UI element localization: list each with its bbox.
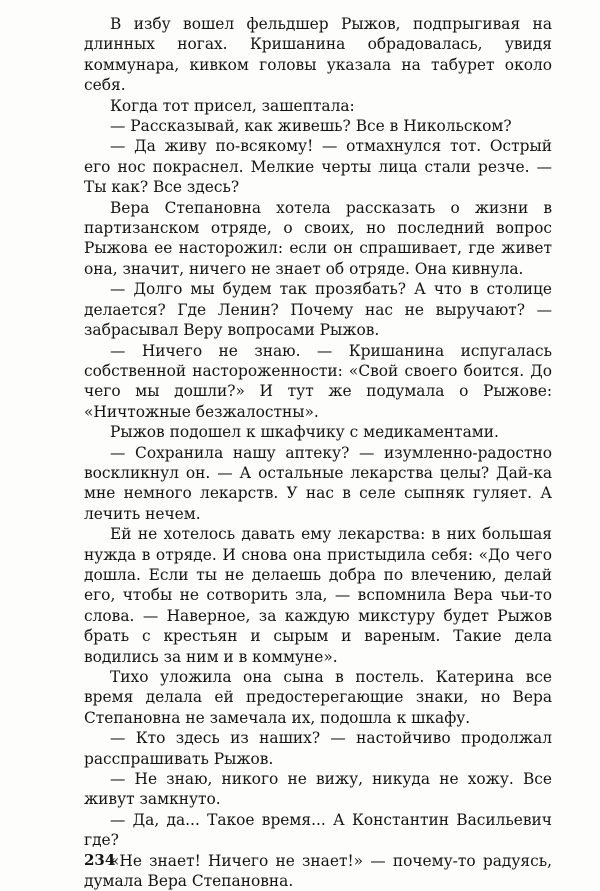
- paragraph: Тихо уложила она сына в постель. Катерина все время делала ей предостерегающие знаки, но Вера Степановна не замечала их, подошла к шкафу.: [84, 668, 552, 727]
- paragraph: Ей не хотелось давать ему лекарства: в них большая нужда в отряде. И снова она пристыдила себя: «До чего дошла. Если ты не делаешь добра по влечению, делай его, чтобы не сотворить зла, — вспомнила Вера чьи-то слова. — Наверное, за каждую микстуру будет Рыжов брать с крестьян и сырым и вареным. Такие дела водились за ним и в коммуне».: [84, 525, 552, 666]
- paragraph: — Да живу по-всякому! — отмахнулся тот. Острый его нос покраснел. Мелкие черты лица стали резче. — Ты как? Все здесь?: [84, 137, 552, 197]
- paragraph: Рыжов подошел к шкафчику с медикаментами.: [110, 423, 499, 442]
- paragraph: — Да, да... Такое время... А Константин Васильевич где?: [84, 810, 552, 850]
- paragraph: — Рассказывай, как живешь? Все в Никольском?: [110, 117, 512, 136]
- paragraph: — Не знаю, никого не вижу, никуда не хожу. Все живут замкнуто.: [84, 770, 552, 809]
- main-text: [84, 14, 552, 891]
- paragraph: Когда тот присел, зашептала:: [110, 96, 355, 115]
- paragraph: — Долго мы будем так прозябать? А что в столице делается? Где Ленин? Почему нас не выручают? — забрасывал Веру вопросами Рыжов.: [84, 280, 552, 340]
- page-number: 234: [84, 851, 116, 869]
- paragraph: — Кто здесь из наших? — настойчиво продолжал расспрашивать Рыжов.: [84, 729, 552, 768]
- paragraph: Вера Степановна хотела рассказать о жизни в партизанском отряде, о своих, но последний вопрос Рыжова ее насторожил: если он спрашивает, где живет она, значит, ничего не знает об отряде. Она кивнула.: [84, 198, 552, 278]
- paragraph: «Не знает! Ничего не знает!» — почему-то радуясь, думала Вера Степановна.: [84, 851, 552, 891]
- paragraph: В избу вошел фельдшер Рыжов, подпрыгивая на длинных ногах. Кришанина обрадовалась, увидя коммунара, кивком головы указала на табурет около себя.: [84, 15, 552, 95]
- paragraph: — Сохранила нашу аптеку? — изумленно-радостно воскликнул он. — А остальные лекарства целы? Дай-ка мне немного лекарств. У нас в селе сыпняк гуляет. А лечить нечем.: [84, 443, 552, 523]
- paragraph: — Ничего не знаю. — Кришанина испугалась собственной настороженности: «Свой своего боится. До чего мы дошли?» И тут же подумала о Рыжове: «Ничтожные безжалостны».: [84, 341, 552, 421]
